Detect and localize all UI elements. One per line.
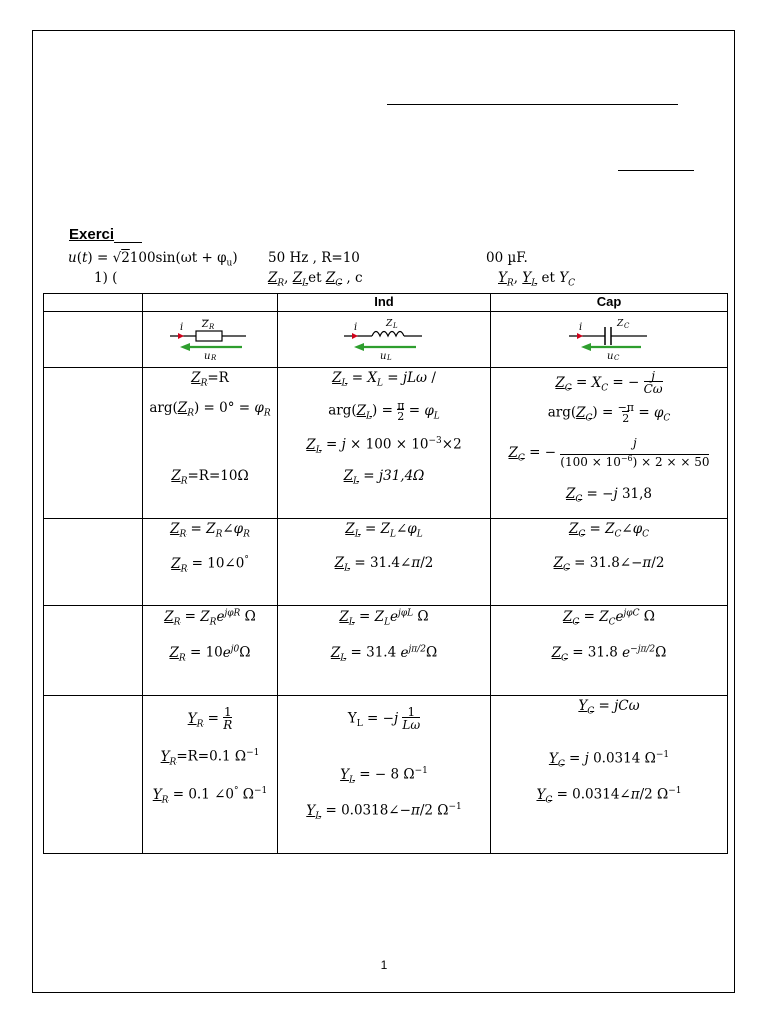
circuit-row: [44, 312, 728, 368]
resistor-impedance-cell: [143, 368, 278, 519]
inductor-circuit-cell: [278, 312, 491, 368]
resistor-y-polar: $Y_R = 0.1$ ∠0° $\Omega^{-1}$: [152, 786, 268, 806]
svg-text:Z: Z: [386, 319, 393, 329]
capacitor-exp-def: $Z_C = Z_Ce^{j\varphi C}$ Ω: [563, 608, 655, 628]
exercise-title: Exerci: [69, 226, 142, 243]
impedance-row: [44, 368, 728, 519]
row-label-impedance: [44, 368, 143, 519]
header-capacitor: Cap: [491, 294, 728, 312]
row-label-exponential: [44, 606, 143, 696]
inductor-exp-value: $Z_L = 31.4$ $e^{j\pi/2}\Omega$: [330, 644, 438, 664]
resistor-polar-def: $Z_R$ = $Z_R\angle\varphi_R$: [170, 521, 250, 540]
page-number: 1: [380, 958, 388, 972]
inductor-z-calc: $Z_L = j \times 100 \times 10^{-3}\times 2$: [306, 436, 462, 456]
statement-expression: $u(t) = √2100\sin(\omega t + \varphi_u)$: [68, 250, 238, 269]
inductor-y-polar: $Y_L$ = 0.0318∠−π/2 $\Omega^{-1}$: [306, 802, 462, 822]
header-resistor: [143, 294, 278, 312]
capacitor-impedance-cell: [491, 368, 728, 519]
inductor-z-value: $Z_L = j31,4\Omega$: [343, 468, 425, 487]
capacitor-y-polar: $Y_C$ = 0.0314∠π/2 $\Omega^{-1}$: [536, 786, 682, 806]
capacitor-polar-value: $Z_C$ = 31.8∠−π/2: [553, 555, 665, 574]
svg-text:L: L: [387, 354, 392, 360]
resistor-polar-value: $Z_R$ = 10∠0°: [171, 555, 249, 575]
svg-text:Z: Z: [617, 319, 624, 329]
resistor-y-def: $Y_R = 1$ R: [187, 705, 233, 732]
statement-impedance-list: $Z_R$, $Z_Let$ $Z_C$ , c: [268, 270, 363, 289]
inductor-exp-def: $Z_L = Z_Le^{j\varphi L}$ Ω: [339, 608, 429, 628]
svg-text:i: i: [180, 322, 184, 333]
inductor-exp-cell: [278, 606, 491, 696]
exponential-row: [44, 606, 728, 696]
resistor-exp-def: $Z_R = Z_Re^{j\varphi R}$ Ω: [164, 608, 256, 628]
svg-text:C: C: [624, 322, 630, 330]
capacitor-exp-cell: [491, 606, 728, 696]
row-label-circuit: [44, 312, 143, 368]
capacitor-y-def: $Y_C = jC\omega$: [578, 698, 640, 717]
inductor-polar-def: $Z_L$ = $Z_L\angle\varphi_L$: [345, 521, 423, 540]
row-label-polar: [44, 519, 143, 606]
capacitor-z-value: $Z_C = -j$ 31,8: [565, 486, 653, 505]
results-table: [43, 293, 728, 854]
resistor-y-value: $Y_R=R=0.1$ $\Omega^{-1}$: [160, 748, 260, 768]
statement-question-number: 1) (: [94, 270, 118, 286]
svg-text:i: i: [579, 322, 583, 333]
inductor-admittance-cell: [278, 696, 491, 854]
inductor-z-def: $Z_L = X_L = jL\omega$ /: [332, 370, 436, 389]
subtitle-underline: [618, 170, 694, 171]
resistor-exp-cell: [143, 606, 278, 696]
resistor-arg: $arg(Z_R) = 0^\circ = \varphi_R$: [149, 400, 271, 419]
inductor-polar-cell: [278, 519, 491, 606]
header-inductor: Ind: [278, 294, 491, 312]
capacitor-polar-def: $Z_C$ = $Z_C\angle\varphi_C$: [568, 521, 650, 540]
polar-row: [44, 519, 728, 606]
resistor-admittance-cell: [143, 696, 278, 854]
svg-text:u: u: [380, 351, 387, 360]
capacitor-circuit-icon: [567, 316, 651, 360]
svg-text:u: u: [607, 351, 614, 360]
row-label-admittance: [44, 696, 143, 854]
title-underline: [387, 104, 678, 105]
svg-text:R: R: [209, 323, 215, 331]
svg-text:u: u: [204, 351, 211, 360]
resistor-circuit-icon: [168, 316, 252, 360]
capacitor-arg: $arg(Z_C) = -\pi$ $2 = \varphi_C$: [547, 401, 671, 425]
inductor-y-value: $Y_L$ = − 8 $\Omega^{-1}$: [340, 766, 428, 786]
resistor-circuit-cell: [143, 312, 278, 368]
admittance-row: [44, 696, 728, 854]
table-header-row: [44, 294, 728, 312]
capacitor-polar-cell: [491, 519, 728, 606]
svg-text:R: R: [211, 354, 217, 360]
capacitor-y-value: $Y_C = j$ 0.0314 $\Omega^{-1}$: [548, 750, 670, 770]
statement-frequency: 50 Hz , R=10: [268, 250, 360, 266]
capacitor-exp-value: $Z_C = 31.8$ $e^{-j\pi/2}\Omega$: [551, 644, 667, 664]
resistor-polar-cell: [143, 519, 278, 606]
capacitor-z-calc: $Z_C$ = − $\frac{j}{(100 \times 10^{-6}) \times 2 \times \times 50}$: [508, 436, 710, 469]
inductor-impedance-cell: [278, 368, 491, 519]
inductor-polar-value: $Z_L$ = 31.4∠π/2: [334, 555, 434, 574]
inductor-circuit-icon: [342, 316, 426, 360]
svg-text:Z: Z: [202, 320, 209, 330]
svg-text:L: L: [393, 322, 398, 330]
statement-capacitance: 00 µF.: [486, 250, 528, 266]
svg-text:C: C: [614, 354, 620, 360]
capacitor-circuit-cell: [491, 312, 728, 368]
capacitor-admittance-cell: [491, 696, 728, 854]
resistor-exp-value: $Z_R = 10e^{j0}\Omega$: [169, 644, 251, 664]
resistor-z-value: $Z_R=R=10\Omega$: [171, 468, 249, 487]
header-empty: [44, 294, 143, 312]
statement-admittance-list: $Y_R$, $Y_L$ et $Y_C$: [498, 270, 576, 289]
resistor-z-def: $Z_R=R$: [191, 370, 229, 389]
capacitor-z-def: $Z_C = X_C$ = − $\frac{j}{C\omega}$: [555, 369, 663, 396]
inductor-y-def: $Y_L = -j$ 1 Lω: [347, 705, 421, 732]
inductor-arg: $arg(Z_L) = \pi$ $2 = \varphi_L$: [328, 399, 440, 423]
svg-text:i: i: [354, 322, 358, 333]
